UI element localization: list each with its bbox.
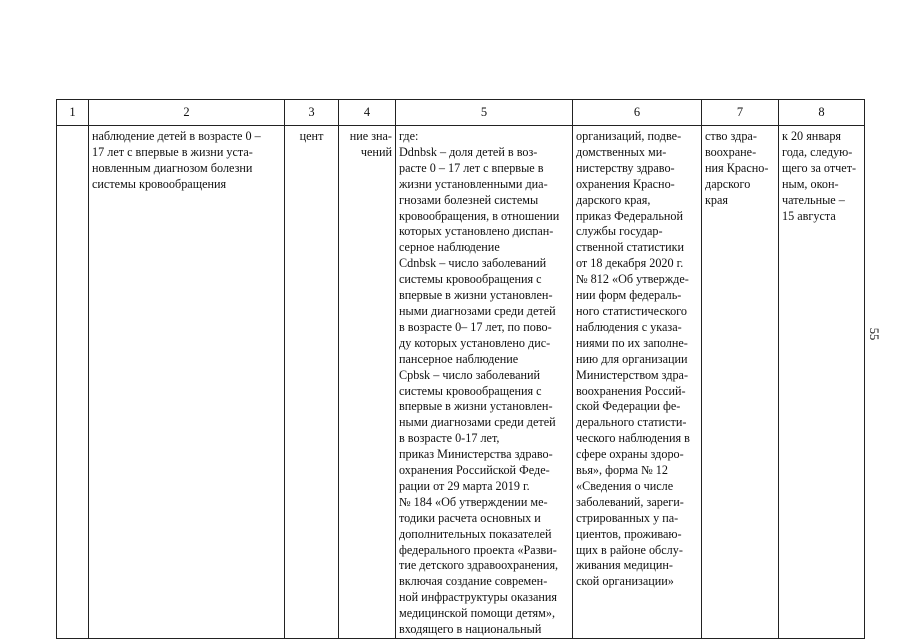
cell-deadline: к 20 января года, следую- щего за отчет- ным, окон- чательные – 15 августа bbox=[779, 126, 865, 639]
column-header-2: 2 bbox=[89, 100, 285, 126]
page-number: 55 bbox=[867, 327, 881, 341]
table-row bbox=[57, 126, 865, 639]
column-header-3: 3 bbox=[285, 100, 339, 126]
cell-indicator-name: наблюдение детей в возрасте 0 – 17 лет с впервые в жизни уста- новленным диагнозом болезни системы кровообращения bbox=[89, 126, 285, 639]
cell-unit: цент bbox=[285, 126, 339, 639]
cell-data-source: организаций, подве- домственных ми- нистерству здраво- охранения Красно- дарского края, приказ Федеральной службы государ- ственной статистики от 18 декабря 2020 г. № 812 «Об утвержде- нии форм федераль- ного статистического наблюдения с указа- ниями по их заполне- нию для организации Министерством здра- воохранения Россий- ской Федерации фе- дерального статисти- ческого наблюдения в сфере охраны здоро- вья», форма № 12 «Сведения о числе заболеваний, зареги- стрированных у па- циентов, проживаю- щих в районе обслу- живания медицин- ской организации» bbox=[573, 126, 702, 639]
column-header-5: 5 bbox=[396, 100, 573, 126]
cell-value-type: ние зна- чений bbox=[339, 126, 396, 639]
indicator-table bbox=[56, 99, 865, 639]
header-row bbox=[57, 100, 865, 126]
cell-responsible: ство здра- воохране- ния Красно- дарского края bbox=[702, 126, 779, 639]
column-header-4: 4 bbox=[339, 100, 396, 126]
column-header-7: 7 bbox=[702, 100, 779, 126]
column-header-8: 8 bbox=[779, 100, 865, 126]
cell-methodology: где: Ddnbsk – доля детей в воз- расте 0 – 17 лет с впервые в жизни установленными диа- гнозами болезней системы кровообращения, в отношении которых установлено диспан- серное наблюдение Cdnbsk – число заболеваний системы кровообращения с впервые в жизни установлен- ными диагнозами среди детей в возрасте 0– 17 лет, по пово- ду которых установлено дис- пансерное наблюдение Cpbsk – число заболеваний системы кровообращения с впервые в жизни установлен- ными диагнозами среди детей в возрасте 0-17 лет, приказ Министерства здраво- охранения Российской Феде- рации от 29 марта 2019 г. № 184 «Об утверждении ме- тодики расчета основных и дополнительных показателей федерального проекта «Разви- тие детского здравоохранения, включая создание современ- ной инфраструктуры оказания медицинской помощи детям», входящего в национальный bbox=[396, 126, 573, 639]
column-header-6: 6 bbox=[573, 100, 702, 126]
cell-row-number bbox=[57, 126, 89, 639]
column-header-1: 1 bbox=[57, 100, 89, 126]
